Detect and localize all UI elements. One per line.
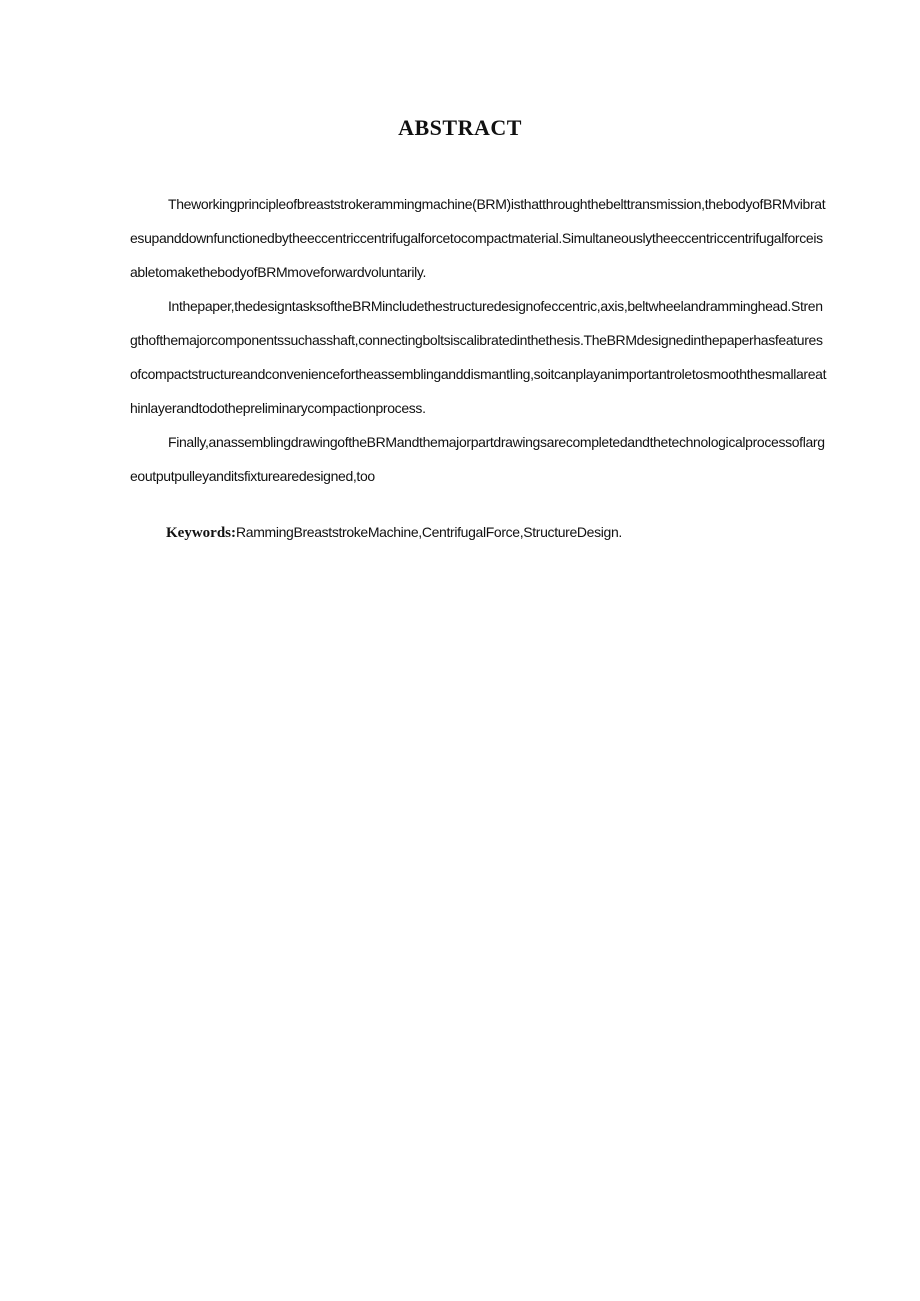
abstract-paragraph-2: Inthepaper,thedesigntasksoftheBRMincludethestructuredesignofeccentric,axis,beltwheelandramminghead.Strengthofthemajorcomponentssuchasshaft,connectingboltsiscalibratedinthethesis.TheBRMdesignedinthepaperhasfeaturesofcompactstructureandconveniencefortheassemblinganddismantling,soitcanplayanimportantroletosmooththesmallareathinlayerandtodothepreliminarycompactionprocess. xyxy=(130,298,827,416)
keywords-label: Keywords: xyxy=(166,525,236,541)
keywords-text: RammingBreaststrokeMachine,CentrifugalForce,StructureDesign. xyxy=(236,524,622,540)
abstract-paragraph-3: Finally,anassemblingdrawingoftheBRMandthemajorpartdrawingsarecompletedandthetechnologicalprocessoflargeoutputpulleyanditsfixturearedesigned,too xyxy=(130,434,825,484)
abstract-body xyxy=(130,187,830,493)
abstract-paragraph-1: Theworkingprincipleofbreaststrokerammingmachine(BRM)isthatthroughthebelttransmission,thebodyofBRMvibratesupanddownfunctionedbytheeccentriccentrifugalforcetocompactmaterial.SimultaneouslytheeccentriccentrifugalforceisabletomakethebodyofBRMmoveforwardvoluntarily. xyxy=(130,196,826,280)
page-title: ABSTRACT xyxy=(398,115,522,140)
keywords-line xyxy=(166,520,830,545)
